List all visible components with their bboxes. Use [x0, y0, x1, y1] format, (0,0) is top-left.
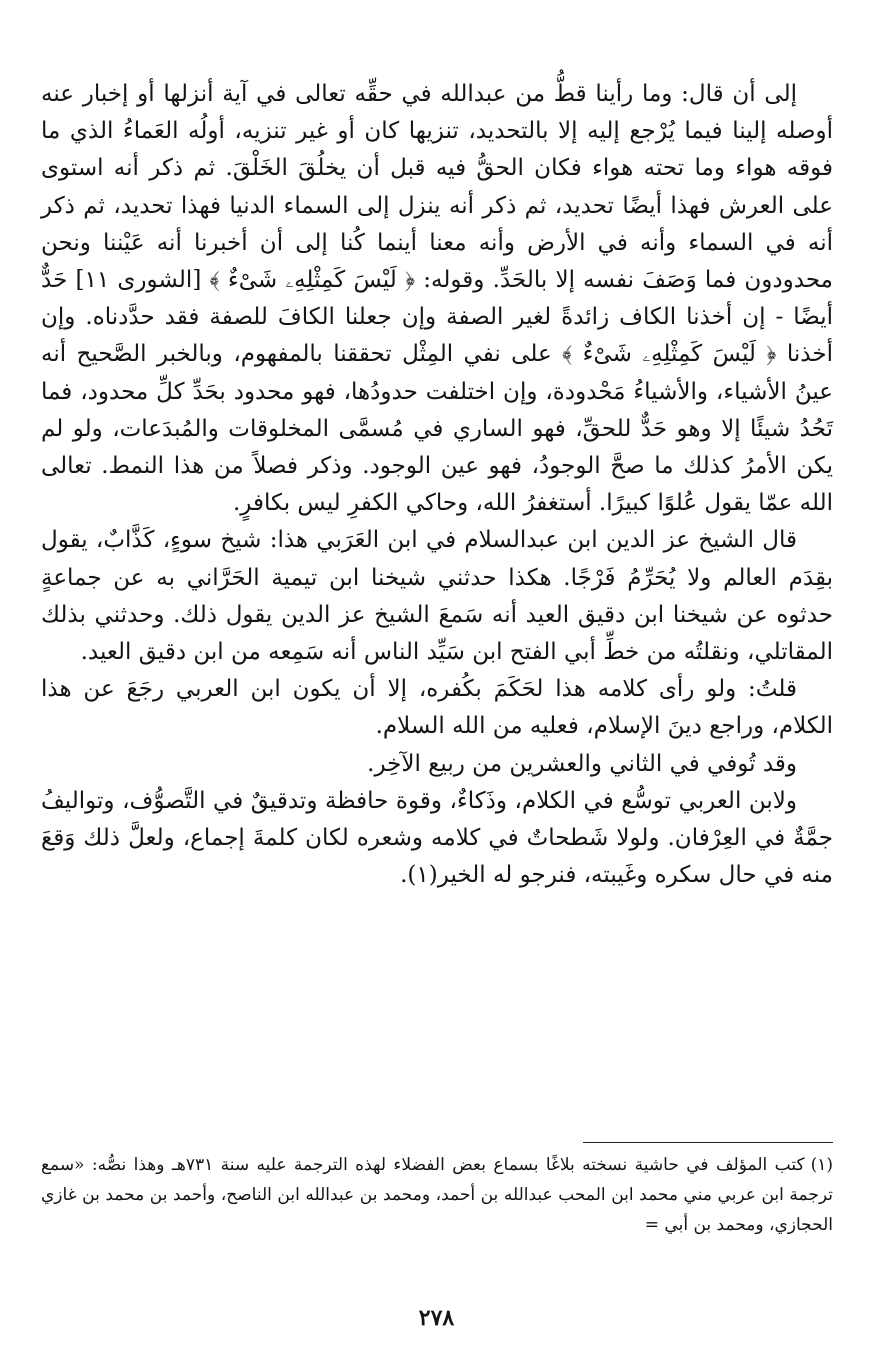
paragraph-5: ولابن العربي توسُّع في الكلام، وذَكاءٌ، وقوة حافظة وتدقيقٌ في التَّصوُّف، وتواليفُ جمَّةٌ في العِرْفان. ولولا شَطحاتٌ في كلامه وشعره لكان كلمةَ إجماع، ولعلَّ ذلك وَقعَ منه في حال سكره وغَيبته، فنرجو له الخير(١).	[41, 787, 833, 889]
footnote	[41, 1150, 833, 1240]
footnote-marker: (١)	[810, 1155, 833, 1175]
main-text	[41, 76, 833, 894]
footnote-divider	[583, 1142, 833, 1143]
paragraph-2: قال الشيخ عز الدين ابن عبدالسلام في ابن العَرَبي هذا: شيخ سوءٍ، كَذَّابٌ، يقول بقِدَم العالم ولا يُحَرِّمُ فَرْجًا. هكذا حدثني شيخنا ابن تيمية الحَرَّاني به عن جماعةٍ حدثوه عن شيخنا ابن دقيق العيد أنه سَمعَ الشيخ عز الدين يقول ذلك. وحدثني بذلك المقاتلي، ونقلتُه من خطِّ أبي الفتح ابن سَيِّد الناس أنه سَمِعه من ابن دقيق العيد.	[41, 527, 833, 666]
paragraph-1: إلى أن قال: وما رأينا قطُّ من عبدالله في حقِّه تعالى في آية أنزلها أو إخبار عنه أوصله إلينا فيما يُرْجع إليه إلا بالتحديد، تنزيها كان أو غير تنزيه، أولُه العَماءُ الذي ما فوقه هواء وما تحته هواء فكان الحقُّ فيه قبل أن يخلُقَ الخَلْقَ. ثم ذكر أنه استوى على العرش فهذا أيضًا تحديد، ثم ذكر أنه ينزل إلى السماء الدنيا فهذا تحديد، ثم ذكر أنه في السماء وأنه في الأرض وأنه معنا أينما كُنا إلى أن أخبرنا أنه عَيْننا ونحن محدودون فما وَصَفَ نفسه إلا بالحَدِّ. وقوله: ﴿ لَيْسَ كَمِثْلِهِۦ شَىْءٌ ﴾ [الشورى ١١] حَدٌّ أيضًا - إن أخذنا الكاف زائدةً لغير الصفة وإن جعلنا الكافَ للصفة فقد حدَّدناه. وإن أخذنا ﴿ لَيْسَ كَمِثْلِهِۦ شَىْءٌ ﴾ على نفي المِثْل تحققنا بالمفهوم، وبالخبر الصَّحيح أنه عينُ الأشياء، والأشياءُ مَحْدودة، وإن اختلفت حدودُها، فهو محدود بحَدِّ كلِّ محدود، فما تَحُدُ شيئًا إلا وهو حَدٌّ للحقِّ، فهو الساري في مُسمَّى المخلوقات والمُبدَعات، ولو لم يكن الأمرُ كذلك ما صحَّ الوجودُ، فهو عين الوجود. وذكر فصلاً من هذا النمط. تعالى الله عمّا يقول عُلوًا كبيرًا. أستغفرُ الله، وحاكي الكفرِ ليس بكافرٍ.	[41, 81, 833, 517]
footnote-text: كتب المؤلف في حاشية نسخته بلاغًا بسماع بعض الفضلاء لهذه الترجمة عليه سنة ٧٣١هـ وهذا نصُّه: «سمع ترجمة ابن عربي مني محمد ابن المحب عبدالله بن أحمد، ومحمد بن عبدالله ابن الناصح، وأحمد بن محمد بن غازي الحجازي، ومحمد بن أبي =	[41, 1155, 833, 1235]
paragraph-3: قلتُ: ولو رأى كلامه هذا لحَكَمَ بكُفره، إلا أن يكون ابن العربي رجَعَ عن هذا الكلام، وراجع دينَ الإسلام، فعليه من الله السلام.	[41, 676, 833, 740]
page-number: ٢٧٨	[418, 1305, 455, 1331]
paragraph-4: وقد تُوفي في الثاني والعشرين من ربيع الآخِر.	[367, 750, 797, 777]
